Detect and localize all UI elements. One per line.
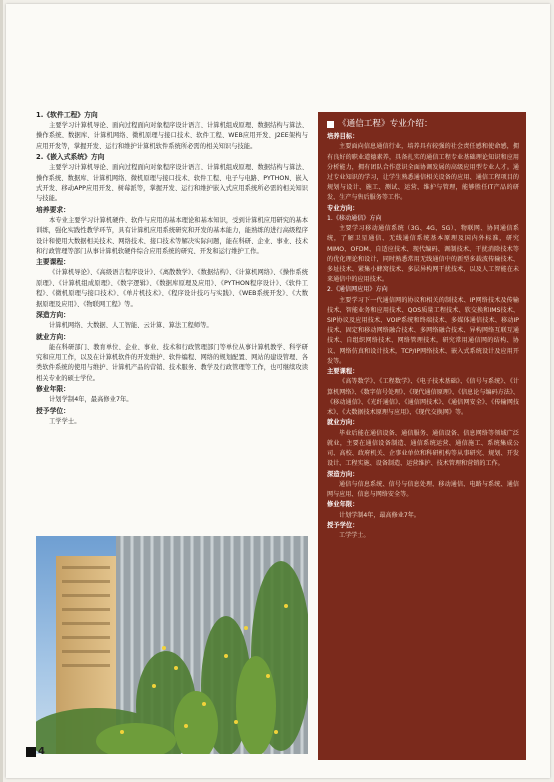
- further-study-heading: 深造方向：: [36, 311, 70, 320]
- page-number-text: 4: [38, 746, 45, 757]
- software-major-column: [36, 110, 308, 427]
- comm-further-study-heading: 深造方向：: [327, 470, 359, 478]
- square-bullet-icon: [327, 121, 334, 128]
- study-years-heading: 修业年限：: [36, 385, 70, 394]
- page-number-block-icon: [26, 747, 36, 757]
- direction-heading: 专业方向：: [327, 204, 359, 212]
- goal-text: 主要面向信息通信行业，培养具有较强的社会责任感和使命感，拥有良好的职业道德素养，具备扎实的通信工程专业基础理论知识和应用分析能力，拥有团队合作意识全面协调发展的高级应用型专业人才。通过专业知识的学习，让学生熟悉通信相关设备的应用、通信工程项目的规划与设计、施工、测试、运营、维护与管理，能够胜任IT产品的研发、生产与售后服务等工作。: [327, 143, 519, 202]
- training-requirements-text: 本专业主要学习计算机硬件、软件与应用的基本理论和基本知识，受到计算机应用研究的基本训练，强化实践性教学环节，具有计算机应用系统研究和开发的基本能力，能熟练的进行高级程序设计和使用大数据相关技术、网络技术、接口技术等解决实际问题，能在科研、企业、事业、技术和行政管理等部门从事计算机软硬件综合应用系统的研究、开发和运行维护工作。: [36, 216, 308, 256]
- comm-study-years-heading: 修业年限：: [327, 501, 359, 509]
- communication-engineering-title-text: 《通信工程》专业介绍：: [338, 119, 433, 129]
- main-courses-heading: 主要课程：: [36, 258, 70, 267]
- network-app-text: 主要学习下一代通信网的协议和相关的制技术、IP网络技术及传输技术、智能业务和应用技术、QOS质量工程技术、软交换和IMS技术、SIP协议及应用技术、VOIP系统和终端技术、多媒体通信技术、移动IP技术、固定和移动网络融合技术、多网络融合技术、异构网络互联互通技术、自组织网络技术、网络管理技术，研究常用通信网的结构、协议、网络仿真和设计技术，TCP/IP网络技术、嵌入式系统设计及应用开发等。: [327, 296, 519, 365]
- communication-engineering-title: [327, 118, 519, 131]
- degree-heading: 授予学位：: [36, 406, 70, 415]
- mobile-comm-heading: 1.《移动通信》方向: [327, 215, 382, 223]
- comm-further-study-text: 通信与信息系统、信号与信息处理、移动通信、电路与系统、通信网与应用、信息与网络安全等。: [327, 480, 519, 499]
- comm-employment-heading: 就业方向：: [327, 419, 359, 427]
- network-app-heading: 2.《通信网应用》方向: [327, 286, 388, 294]
- comm-employment-text: 毕业后能在通信设备、通信服务、通信设备、信息网络等领域广泛就业，主要在通信设备制造、通信系统运营、通信施工、系统集成公司、高校、政府机关、企事业单位和科研机构等从事研究、规划、开发设计、工程实施、设备制造、运营维护、技术管理和营销的工作。: [327, 429, 519, 468]
- comm-courses-heading: 主要课程：: [327, 368, 359, 376]
- study-years-text: 计划学制4年，最高修业7年。: [49, 396, 133, 404]
- embedded-direction-text: 主要学习计算机导论、面向过程面向对象程序设计语言、计算机组成原理、数据结构与算法、操作系统、数据库、计算机网络、微机原理与接口技术、软件工程、电子与电路、PYTHON、嵌入式开发、移动APP应用开发、树莓派等，掌握开发、运行和维护嵌入式应用系统所必需的相关知识与技能。: [36, 164, 308, 203]
- goal-heading: 培养目标：: [327, 133, 359, 140]
- campus-building-photo: [36, 536, 308, 754]
- main-courses-text: 《计算机导论》、《高级语言程序设计》、《离散数学》、《数据结构》、《计算机网络》、《操作系统原理》、《计算机组成原理》、《数字逻辑》、《数据库原理及应用》、《PYTHON程序设计》、《软件工程》、《微机原理与接口技术》、《单片机技术》、《程序设计技巧与实践》、《WEB系统开发》、《大数据原理及应用》、《物联网工程》等。: [36, 269, 308, 308]
- page-number: [26, 746, 45, 757]
- comm-degree-heading: 授予学位：: [327, 521, 359, 529]
- comm-courses-text: 《高等数学》、《工程数学》、《电子技术基础》、《信号与系统》、《计算机网络》、《数字信号处理》、《现代通信原理》、《信息论与编码方法》、《移动通信》、《光纤通信》、《通信网技术》、《通信网安全》、《传输网技术》、《大数据技术原理与应用》、《现代交换网》等。: [327, 378, 519, 417]
- comm-degree-text: 工学学士。: [339, 532, 370, 540]
- training-requirements-heading: 培养要求：: [36, 205, 70, 214]
- embedded-direction-heading: 2.《嵌入式系统》方向: [36, 153, 105, 162]
- mobile-comm-text: 主要学习移动通信系统（3G、4G、5G）、物联网、协同通信系统，了解卫星通信、无线通信系统基本原理及国内外标准，研究MIMO、OFDM、自适应技术、现代编码、调制技术、干扰消除技术等的优化理论和设计，同时熟悉常用无线通信中的新型多载波传输技术、多址技术、紧集小蜂窝技术、多层异构网干扰技术，以及人工智能在未来通信中的应用技术。: [327, 225, 519, 284]
- campus-photo-illustration: [36, 536, 308, 754]
- degree-text: 工学学士。: [49, 417, 81, 425]
- employment-text: 能在科研部门、教育单位、企业、事业、技术和行政管理部门等单位从事计算机教学、科学研究和应用工作，以及在计算机软件的开发维护、软件编程、网络的规划配置、网站的建设管理、各类软件系统的使用与维护、计算机产品的营销、技术服务、教学及行政管理等工作，也可继续攻读相关专业的硕士学位。: [36, 343, 308, 382]
- software-direction-text: 主要学习计算机导论、面向过程面向对象程序设计语言、计算机组成原理、数据结构与算法、操作系统、数据库、计算机网络、微机原理与接口技术、软件工程、WEB应用开发、J2EE架构与应用开发等，掌握开发、运行和维护计算机软件系统所必需的相关知识与技能。: [36, 122, 308, 150]
- binding-fold: [0, 0, 3, 782]
- comm-study-years-text: 计划学制4年，最高修业7年。: [339, 511, 420, 519]
- communication-engineering-panel: [318, 112, 526, 760]
- employment-heading: 就业方向：: [36, 332, 70, 341]
- software-direction-heading: 1.《软件工程》方向: [36, 111, 98, 119]
- further-study-text: 计算机网络、大数据、人工智能、云计算、算法工程师等。: [49, 322, 213, 330]
